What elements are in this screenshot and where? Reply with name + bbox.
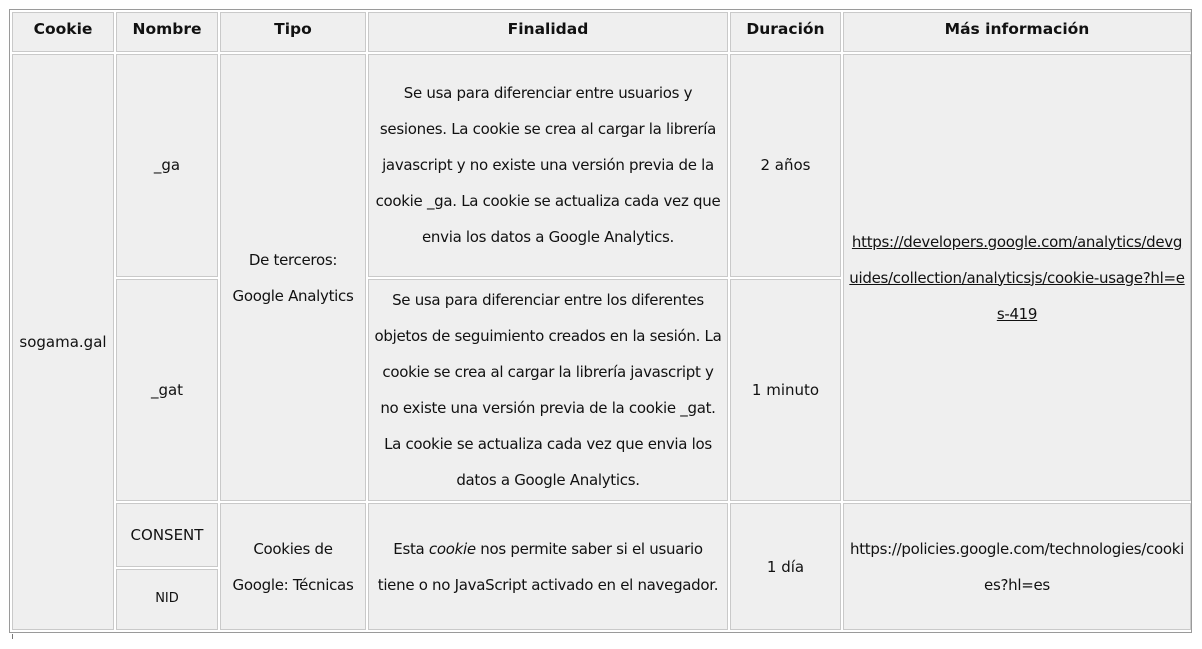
type-google: Cookies de Google: Técnicas	[220, 503, 366, 630]
header-finalidad: Finalidad	[368, 12, 728, 52]
header-tipo: Tipo	[220, 12, 366, 52]
header-nombre: Nombre	[116, 12, 218, 52]
duration-ga: 2 años	[730, 54, 841, 277]
analytics-cookie-usage-link[interactable]: https://developers.google.com/analytics/devguides/collection/analyticsjs/cookie-usage?hl=es-419	[849, 232, 1185, 323]
cookie-name-ga: _ga	[116, 54, 218, 277]
duration-google: 1 día	[730, 503, 841, 630]
header-mas-informacion: Más información	[843, 12, 1191, 52]
purpose-gat: Se usa para diferenciar entre los diferentes objetos de seguimiento creados en la sesión. La cookie se crea al cargar la librería javascript y no existe una versión previa de la cookie _gat. La cookie se actualiza cada vez que envia los datos a Google Analytics.	[368, 279, 728, 502]
header-cookie: Cookie	[12, 12, 114, 52]
google-policies-link[interactable]: https://policies.google.com/technologies/cookies?hl=es	[849, 539, 1184, 594]
duration-gat: 1 minuto	[730, 279, 841, 502]
info-google-cell	[843, 503, 1191, 630]
cookie-name-consent: CONSENT	[116, 503, 218, 566]
purpose-google-em: cookie	[428, 539, 476, 558]
purpose-google-post: nos permite saber si el usuario tiene o no JavaScript activado en el navegador.	[377, 539, 719, 594]
cookie-table	[10, 10, 1193, 632]
info-analytics-cell	[843, 54, 1191, 501]
cookie-name-nid: NID	[116, 569, 218, 630]
purpose-ga: Se usa para diferenciar entre usuarios y sesiones. La cookie se crea al cargar la librería javascript y no existe una versión previa de la cookie _ga. La cookie se actualiza cada vez que envia los datos a Google Analytics.	[368, 54, 728, 277]
cookie-table-container	[9, 9, 1192, 633]
table-row	[12, 503, 1191, 566]
header-duracion: Duración	[730, 12, 841, 52]
table-row	[12, 54, 1191, 277]
type-analytics: De terceros: Google Analytics	[220, 54, 366, 501]
stray-mark	[12, 634, 13, 639]
purpose-google	[368, 503, 728, 630]
domain-cell: sogama.gal	[12, 54, 114, 630]
header-row	[12, 12, 1191, 52]
purpose-google-pre: Esta	[393, 539, 429, 558]
cookie-name-gat: _gat	[116, 279, 218, 502]
